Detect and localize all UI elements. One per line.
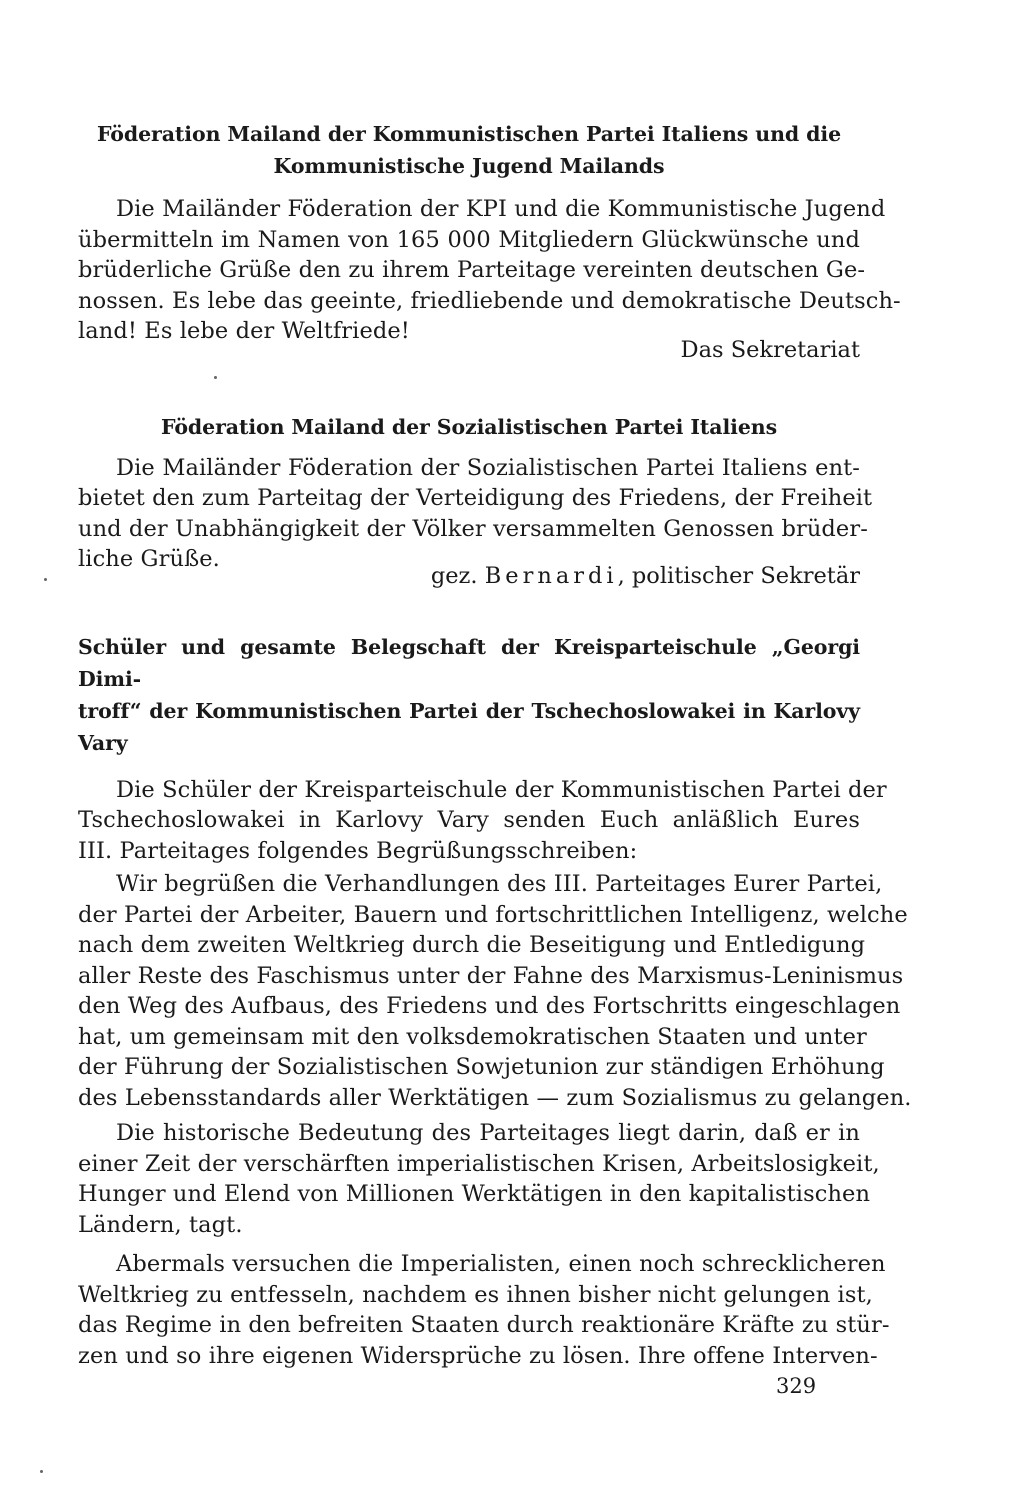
- page-content: [78, 118, 912, 1371]
- heading-line: Schüler und gesamte Belegschaft der Kreisparteischule „Georgi Dimi-: [78, 634, 860, 691]
- text-line: einer Zeit der verschärften imperialistischen Krisen, Arbeitslosigkeit,: [78, 1150, 880, 1177]
- text-line: und der Unabhängigkeit der Völker versammelten Genossen brüder-: [78, 515, 868, 542]
- text-line: Weltkrieg zu entfesseln, nachdem es ihnen bisher nicht gelungen ist,: [78, 1281, 873, 1308]
- heading-line: Föderation Mailand der Sozialistischen Partei Italiens: [160, 414, 778, 439]
- text-line: bietet den zum Parteitag der Verteidigung des Friedens, der Freiheit: [78, 485, 873, 511]
- heading-line: troff“ der Kommunistischen Partei der Tschechoslowakei in Karlovy Vary: [78, 698, 860, 755]
- text-line: der Führung der Sozialistischen Sowjetunion zur ständigen Erhöhung: [78, 1054, 885, 1080]
- text-line: zen und so ihre eigenen Widersprüche zu lösen. Ihre offene Interven-: [78, 1342, 878, 1369]
- heading-line: Kommunistische Jugend Mailands: [273, 154, 665, 178]
- scan-speck: [40, 1470, 43, 1473]
- scan-speck: [44, 578, 47, 581]
- text-line: III. Parteitages folgendes Begrüßungsschreiben:: [78, 837, 638, 864]
- text-line: Hunger und Elend von Millionen Werktätigen in den kapitalistischen: [78, 1181, 871, 1207]
- text-line: übermitteln im Namen von 165 000 Mitgliedern Glückwünsche und: [78, 226, 860, 253]
- text-line: Die Mailänder Föderation der KPI und die Kommunistische Jugend: [116, 196, 886, 222]
- text-line: Abermals versuchen die Imperialisten, einen noch schrecklicheren: [116, 1251, 886, 1277]
- page-number: 329: [776, 1374, 817, 1398]
- signature-name: Bernardi: [484, 562, 618, 589]
- signature-suffix: , politischer Sekretär: [617, 562, 860, 589]
- scan-speck: [214, 376, 217, 379]
- text-line: Die Mailänder Föderation der Sozialistischen Partei Italiens ent-: [116, 454, 860, 481]
- text-line: Die historische Bedeutung des Parteitages liegt darin, daß er in: [116, 1120, 860, 1146]
- text-line: aller Reste des Faschismus unter der Fahne des Marxismus-Leninismus: [78, 962, 904, 989]
- paragraph: [78, 453, 873, 575]
- text-line: liche Grüße.: [78, 546, 220, 572]
- text-line: das Regime in den befreiten Staaten durch reaktionäre Kräfte zu stür-: [78, 1312, 890, 1338]
- text-line: den Weg des Aufbaus, des Friedens und des Fortschritts eingeschlagen: [78, 993, 901, 1019]
- text-line: Tschechoslowakei in Karlovy Vary senden Euch anläßlich Eures: [78, 807, 860, 833]
- text-line: der Partei der Arbeiter, Bauern und fortschrittlichen Intelligenz, welche: [78, 901, 908, 928]
- section-heading: [78, 411, 860, 443]
- paragraph: [78, 869, 912, 1113]
- text-line: nossen. Es lebe das geeinte, friedliebende und demokratische Deutsch-: [78, 287, 901, 314]
- paragraph: [78, 775, 887, 867]
- paragraph: [78, 1249, 890, 1371]
- signature-prefix: gez.: [430, 562, 478, 589]
- text-line: Ländern, tagt.: [78, 1211, 243, 1238]
- text-line: hat, um gemeinsam mit den volksdemokratischen Staaten und unter: [78, 1023, 867, 1050]
- text-line: brüderliche Grüße den zu ihrem Parteitage vereinten deutschen Ge-: [78, 257, 866, 283]
- section-heading: [78, 631, 860, 759]
- text-line: nach dem zweiten Weltkrieg durch die Beseitigung und Entledigung: [78, 932, 866, 958]
- text-line: land! Es lebe der Weltfriede!: [78, 318, 410, 344]
- section-heading: [78, 118, 860, 182]
- text-line: des Lebensstandards aller Werktätigen — zum Sozialismus zu gelangen.: [78, 1084, 912, 1111]
- text-line: Die Schüler der Kreisparteischule der Kommunistischen Partei der: [116, 776, 887, 803]
- heading-line: Föderation Mailand der Kommunistischen Partei Italiens und die: [96, 122, 842, 146]
- paragraph: [78, 194, 901, 347]
- signature: Das Sekretariat: [680, 336, 860, 363]
- paragraph: [78, 1118, 880, 1240]
- text-line: Wir begrüßen die Verhandlungen des III. Parteitages Eurer Partei,: [116, 871, 883, 897]
